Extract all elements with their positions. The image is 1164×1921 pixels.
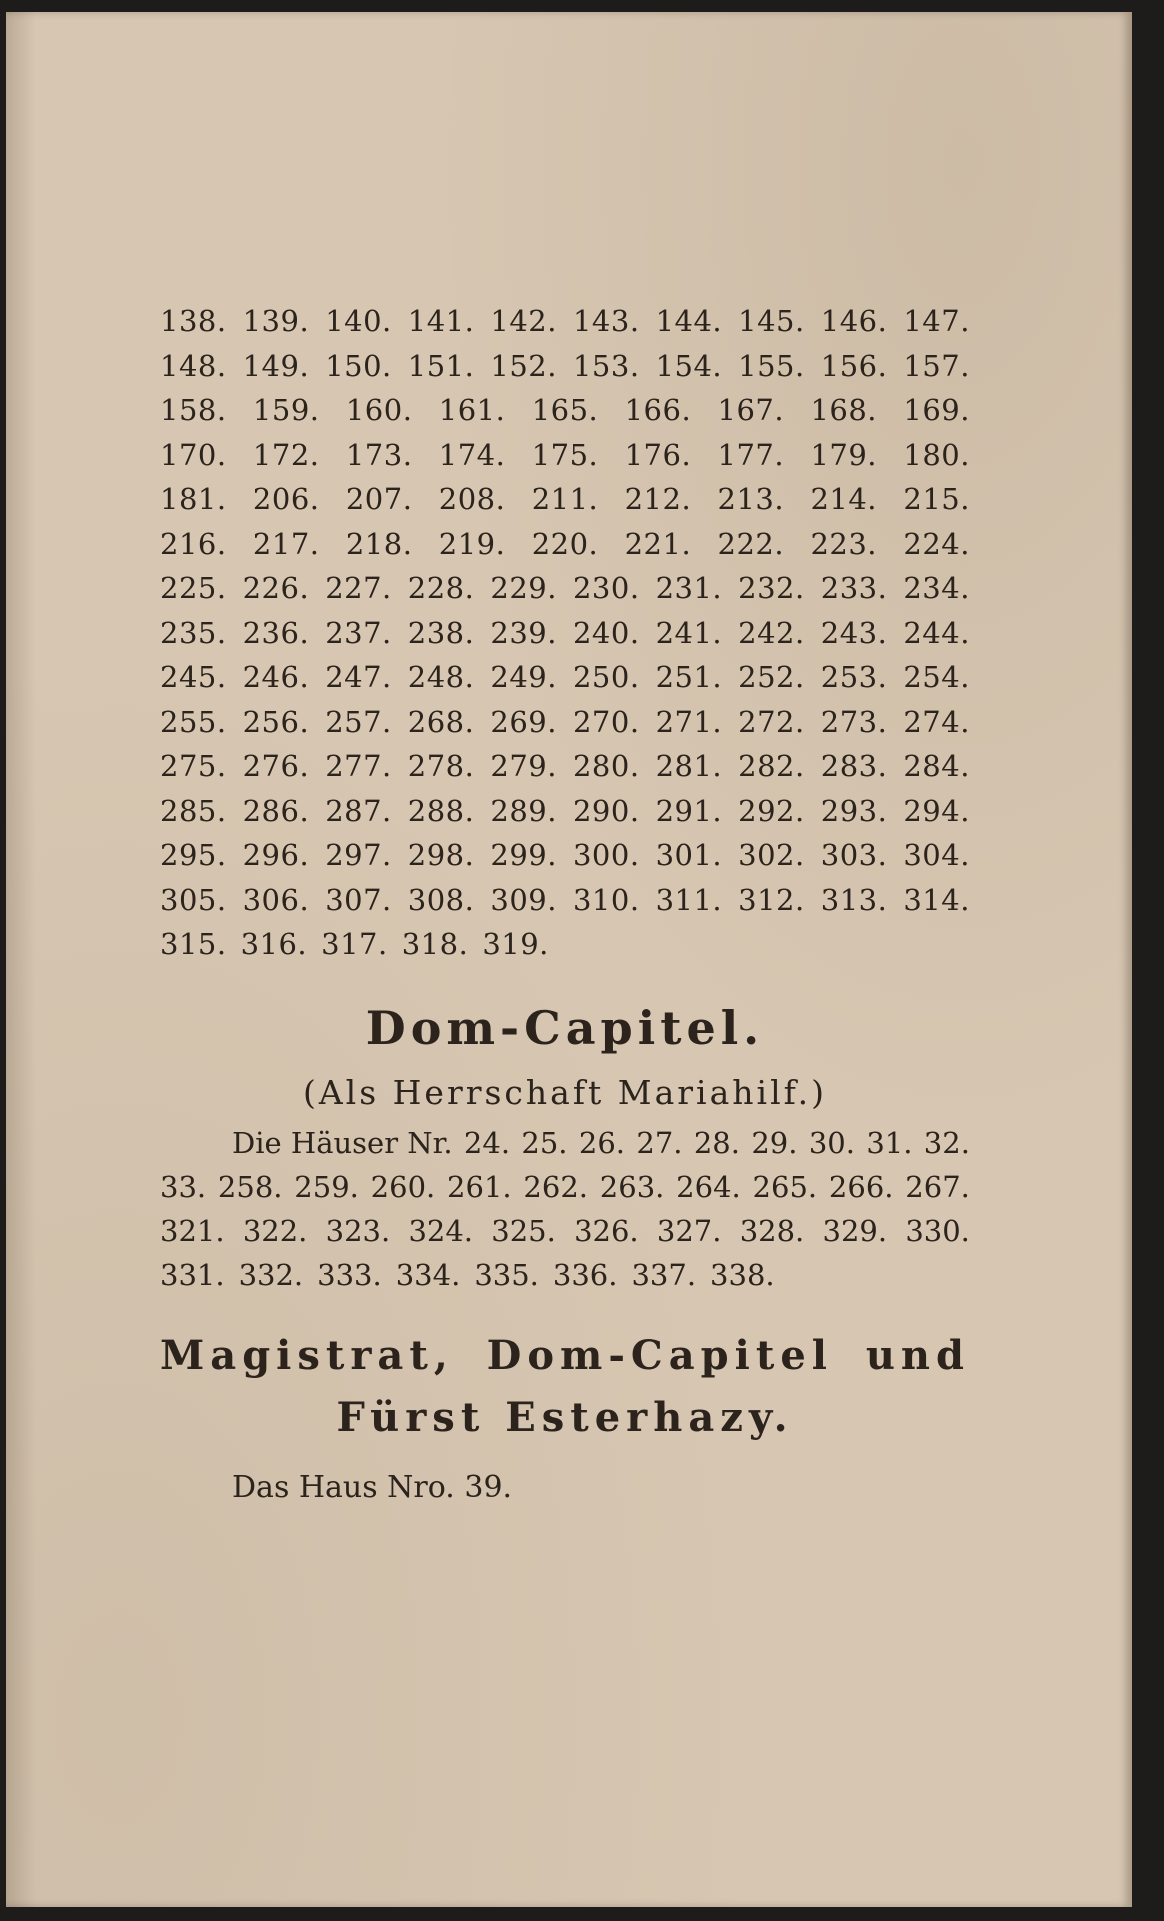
house-number: 243. <box>820 615 888 650</box>
house-number: 218. <box>345 526 413 561</box>
house-number: 296. <box>242 838 310 872</box>
house-number: 229. <box>490 571 557 605</box>
house-number: 138. <box>160 304 227 338</box>
house-number: 236. <box>242 615 310 650</box>
house-number: 139. <box>242 304 310 338</box>
number-line <box>160 878 970 923</box>
house-number: 211. <box>531 482 599 516</box>
section-heading-magistrat <box>160 1325 970 1449</box>
house-number: 308. <box>407 882 475 917</box>
house-number: 277. <box>325 749 392 783</box>
section-heading-dom-capitel: Dom-Capitel. <box>365 1000 765 1055</box>
house-list-label: Die Häuser Nr. <box>232 1125 453 1160</box>
house-number: 140. <box>325 304 392 338</box>
number-line <box>160 744 970 789</box>
house-number: 327. <box>656 1213 722 1248</box>
house-number: 336. <box>552 1257 618 1292</box>
house-number: 307. <box>325 882 392 917</box>
house-number: 223. <box>810 526 878 561</box>
house-number: 170. <box>160 437 227 472</box>
heading-word: Dom-Capitel <box>486 1331 833 1379</box>
house-number: 265. <box>752 1169 818 1204</box>
house-number: 151. <box>407 348 475 383</box>
number-line <box>160 655 970 700</box>
house-number: 279. <box>490 749 557 783</box>
house-number: 165. <box>531 393 599 427</box>
house-number: 175. <box>531 437 599 472</box>
house-number: 142. <box>490 304 557 338</box>
house-number: 206. <box>252 482 320 516</box>
house-number: 250. <box>572 660 640 694</box>
book-page <box>6 12 1132 1907</box>
house-number: 180. <box>903 437 970 472</box>
house-number: 30. <box>808 1125 855 1160</box>
house-number: 219. <box>438 526 506 561</box>
house-number: 233. <box>820 571 888 605</box>
number-line <box>160 566 970 611</box>
house-number: 318. <box>401 927 469 961</box>
number-line <box>160 344 970 389</box>
house-number: 315. <box>160 927 227 961</box>
house-number: 270. <box>572 704 640 739</box>
house-number: 144. <box>655 304 723 338</box>
house-number: 338. <box>710 1257 775 1292</box>
house-number: 310. <box>572 882 640 917</box>
house-number: 281. <box>655 749 723 783</box>
house-number: 258. <box>217 1169 283 1204</box>
house-number: 208. <box>438 482 506 516</box>
number-line <box>160 700 970 745</box>
house-number: 148. <box>160 348 227 383</box>
house-number: 153. <box>572 348 640 383</box>
house-number: 326. <box>574 1213 639 1248</box>
heading-line-1 <box>160 1325 970 1387</box>
house-number: 215. <box>903 482 970 516</box>
house-number-list <box>160 299 970 967</box>
house-number: 314. <box>903 882 970 917</box>
house-number: 331. <box>160 1257 225 1292</box>
house-number: 147. <box>903 304 970 338</box>
house-number: 306. <box>242 882 310 917</box>
house-number: 146. <box>820 304 888 338</box>
house-number: 156. <box>820 348 888 383</box>
house-number: 319. <box>482 927 549 961</box>
house-number: 166. <box>624 393 692 427</box>
house-number: 291. <box>655 793 723 828</box>
house-number: 149. <box>242 348 310 383</box>
house-number: 333. <box>317 1257 382 1292</box>
number-line <box>160 922 970 967</box>
house-number: 228. <box>407 571 475 605</box>
house-number: 251. <box>655 660 723 694</box>
house-number: 225. <box>160 571 227 605</box>
house-number: 269. <box>490 704 557 739</box>
house-number: 293. <box>820 793 888 828</box>
house-number: 271. <box>655 704 723 739</box>
number-line <box>160 299 970 344</box>
number-line <box>160 833 970 878</box>
section1-house-list <box>160 1121 970 1297</box>
number-line <box>160 789 970 834</box>
house-number: 160. <box>345 393 413 427</box>
house-number: 253. <box>820 660 888 694</box>
house-number: 222. <box>717 526 785 561</box>
house-number: 230. <box>572 571 640 605</box>
house-number: 32. <box>923 1125 970 1160</box>
house-number: 267. <box>905 1169 970 1204</box>
house-number: 273. <box>820 704 888 739</box>
house-number: 226. <box>242 571 310 605</box>
house-number: 248. <box>407 660 475 694</box>
house-number: 29. <box>751 1125 798 1160</box>
house-number: 323. <box>325 1213 391 1248</box>
house-number: 240. <box>572 615 640 650</box>
house-number: 283. <box>820 749 888 783</box>
house-number: 220. <box>531 526 599 561</box>
house-number: 325. <box>491 1213 556 1248</box>
house-line <box>160 1165 970 1209</box>
house-number: 317. <box>321 927 388 961</box>
house-number: 294. <box>903 793 970 828</box>
house-number: 249. <box>490 660 557 694</box>
house-number: 276. <box>242 749 310 783</box>
house-number: 254. <box>903 660 970 694</box>
house-number: 295. <box>160 838 227 872</box>
house-number: 280. <box>572 749 640 783</box>
house-number: 150. <box>325 348 392 383</box>
house-number: 278. <box>407 749 475 783</box>
house-number: 181. <box>160 482 227 516</box>
house-number: 285. <box>160 793 227 828</box>
house-number: 221. <box>624 526 692 561</box>
house-number: 316. <box>240 927 308 961</box>
house-number: 284. <box>903 749 970 783</box>
house-number: 304. <box>903 838 970 872</box>
house-number: 262. <box>523 1169 588 1204</box>
house-number: 179. <box>810 437 878 472</box>
house-number: 337. <box>631 1257 697 1292</box>
house-number: 256. <box>242 704 310 739</box>
house-number: 282. <box>738 749 805 783</box>
house-number: 207. <box>345 482 413 516</box>
house-number: 301. <box>655 838 723 872</box>
house-number: 235. <box>160 615 227 650</box>
house-number: 288. <box>407 793 475 828</box>
house-number: 31. <box>866 1125 913 1160</box>
house-number: 155. <box>738 348 805 383</box>
house-number: 24. <box>463 1125 511 1160</box>
house-number: 260. <box>370 1169 436 1204</box>
house-number: 286. <box>242 793 310 828</box>
house-number: 239. <box>490 615 557 650</box>
house-number: 334. <box>395 1257 461 1292</box>
house-number: 237. <box>325 615 392 650</box>
house-number: 322. <box>242 1213 308 1248</box>
house-number: 303. <box>820 838 888 872</box>
house-number: 227. <box>325 571 392 605</box>
house-number: 216. <box>160 526 227 561</box>
house-number: 141. <box>407 304 475 338</box>
house-number: 263. <box>599 1169 665 1204</box>
house-number: 268. <box>407 704 475 739</box>
house-number: 264. <box>676 1169 741 1204</box>
house-number: 266. <box>828 1169 894 1204</box>
page-content <box>160 299 970 1513</box>
house-number: 321. <box>160 1213 225 1248</box>
house-number: 224. <box>903 526 970 561</box>
house-number: 174. <box>438 437 506 472</box>
house-number: 287. <box>325 793 392 828</box>
house-number: 329. <box>822 1213 888 1248</box>
house-number: 292. <box>738 793 805 828</box>
house-number: 261. <box>447 1169 512 1204</box>
house-line <box>160 1253 970 1297</box>
house-number: 145. <box>738 304 805 338</box>
house-number: 152. <box>490 348 557 383</box>
number-line <box>160 433 970 478</box>
house-number: 313. <box>820 882 888 917</box>
house-number: 217. <box>252 526 320 561</box>
house-number: 169. <box>903 393 970 427</box>
house-number: 259. <box>294 1169 359 1204</box>
house-number: 212. <box>624 482 692 516</box>
house-number: 33. <box>160 1169 207 1204</box>
house-number: 311. <box>655 882 723 917</box>
house-number: 290. <box>572 793 640 828</box>
house-number: 234. <box>903 571 970 605</box>
house-number: 257. <box>325 704 392 739</box>
house-number: 167. <box>717 393 785 427</box>
house-number: 324. <box>408 1213 474 1248</box>
number-line <box>160 611 970 656</box>
house-number: 246. <box>242 660 310 694</box>
house-number: 28. <box>693 1125 740 1160</box>
house-number: 158. <box>160 393 227 427</box>
house-number: 255. <box>160 704 227 739</box>
house-number: 143. <box>572 304 640 338</box>
section-subheading: (Als Herrschaft Mariahilf.) <box>302 1072 828 1112</box>
house-number: 232. <box>738 571 805 605</box>
house-number: 330. <box>905 1213 970 1248</box>
house-line <box>160 1121 970 1165</box>
house-number: 25. <box>521 1125 568 1160</box>
house-number: 244. <box>903 615 970 650</box>
house-number: 172. <box>252 437 320 472</box>
house-number: 245. <box>160 660 227 694</box>
house-number: 159. <box>252 393 320 427</box>
house-number: 27. <box>636 1125 683 1160</box>
house-number: 332. <box>238 1257 304 1292</box>
section2-text: Das Haus Nro. 39. <box>232 1469 513 1505</box>
house-number: 312. <box>738 882 805 917</box>
house-number: 214. <box>810 482 878 516</box>
house-number: 238. <box>407 615 475 650</box>
house-number: 177. <box>717 437 785 472</box>
house-number: 168. <box>810 393 878 427</box>
heading-word: Magistrat, <box>160 1331 454 1379</box>
house-number: 252. <box>738 660 805 694</box>
house-number: 305. <box>160 882 227 917</box>
house-number: 213. <box>717 482 785 516</box>
heading-line-2: Fürst Esterhazy. <box>336 1393 794 1441</box>
house-number: 289. <box>490 793 557 828</box>
house-number: 275. <box>160 749 227 783</box>
house-number: 176. <box>624 437 692 472</box>
house-number: 328. <box>739 1213 805 1248</box>
house-number: 157. <box>903 348 970 383</box>
number-line <box>160 388 970 433</box>
house-number: 302. <box>738 838 805 872</box>
house-number: 161. <box>438 393 506 427</box>
house-line <box>160 1209 970 1253</box>
house-number: 241. <box>655 615 723 650</box>
house-number: 26. <box>578 1125 626 1160</box>
house-number: 242. <box>738 615 805 650</box>
house-number: 272. <box>738 704 805 739</box>
house-number: 309. <box>490 882 557 917</box>
house-number: 173. <box>345 437 413 472</box>
number-line <box>160 522 970 567</box>
heading-word: und <box>865 1331 970 1379</box>
house-number: 297. <box>325 838 392 872</box>
house-number: 298. <box>407 838 475 872</box>
house-number: 300. <box>572 838 640 872</box>
house-number: 274. <box>903 704 970 739</box>
house-number: 299. <box>490 838 557 872</box>
house-number: 247. <box>325 660 392 694</box>
number-line <box>160 477 970 522</box>
house-number: 154. <box>655 348 723 383</box>
house-number: 335. <box>474 1257 539 1292</box>
house-number: 231. <box>655 571 723 605</box>
